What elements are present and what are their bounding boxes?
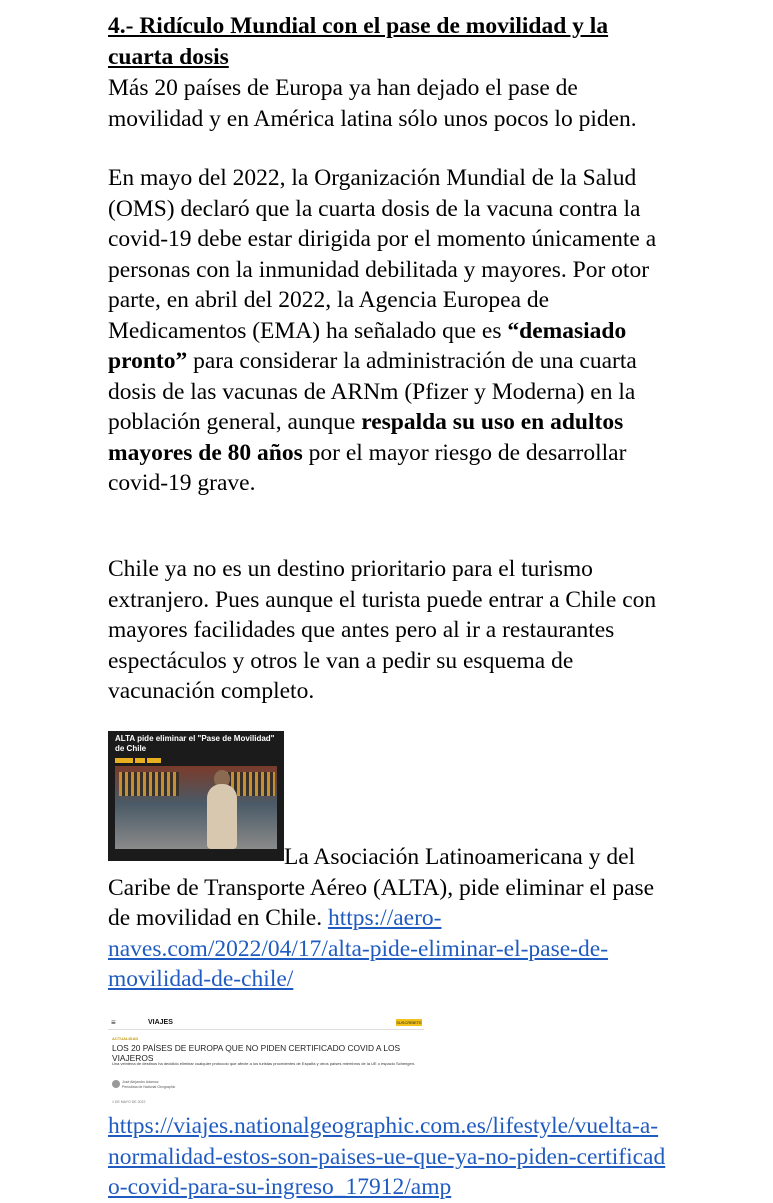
alta-caption (108, 842, 668, 995)
author-role: Periodista de National Geographic (122, 1084, 176, 1089)
paragraph-europe: Más 20 países de Europa ya han dejado el pase de movilidad y en América latina sólo unos pocos lo piden. (108, 75, 637, 132)
paragraph-chile: Chile ya no es un destino prioritario para el turismo extranjero. Pues aunque el turista puede entrar a Chile con mayores facilidades que antes pero al ir a restaurantes espectáculos y otros le van a pedir su esquema de vacunación completo. (108, 556, 657, 704)
natgeo-link[interactable]: https://viajes.nationalgeographic.com.es/lifestyle/vuelta-a-normalidad-estos-son-paises-ue-que-ya-no-piden-certificado-covid-para-su-ingreso_17912/amp (108, 1113, 666, 1200)
author-avatar (112, 1080, 120, 1088)
tag (135, 758, 145, 763)
text: por el mayor riesgo de desarrollar covid-19 grave. (108, 439, 627, 496)
section-heading: 4.- Ridículo Mundial con el pase de movilidad y la cuarta dosis (108, 13, 609, 70)
article-headline: LOS 20 PAÍSES DE EUROPA QUE NO PIDEN CERTIFICADO COVID A LOS VIAJEROS (112, 1043, 401, 1063)
article-author (122, 1080, 175, 1089)
paragraph-oms (108, 163, 668, 499)
airport-photo (115, 766, 277, 849)
article-kicker: ACTUALIDAD (112, 1036, 139, 1041)
thumbnail-title: ALTA pide eliminar el "Pase de Movilidad" de Chile (115, 734, 275, 753)
natgeo-link-block (108, 1111, 668, 1203)
menu-icon: ≡ (111, 1018, 116, 1027)
caption-text: La Asociación Latinoamericana y del Caribe de Transporte Aéreo (ALTA), pide eliminar el pase de movilidad en Chile. (108, 844, 655, 931)
text: para considerar la administración de una cuarta dosis de las vacunas de ARNm (Pfizer y Moderna) en la población general, aunque (108, 348, 637, 435)
article-date: 1 DE MAYO DE 2022 (112, 1100, 146, 1104)
site-logo: VIAJES (148, 1019, 173, 1026)
author-name: José Alejandro Adamuz (122, 1080, 159, 1084)
aero-naves-link[interactable]: https://aero-naves.com/2022/04/17/alta-pide-eliminar-el-pase-de-movilidad-de-chile/ (108, 905, 609, 992)
site-header (108, 1017, 424, 1030)
text: En mayo del 2022, la Organización Mundial de la Salud (OMS) declaró que la cuarta dosis de la vacuna contra la covid-19 debe estar dirigida por el momento únicamente a personas con la inmunidad debilitada y mayores. Por otor parte, en abril del 2022, la Agencia Europea de Medicamentos (EMA) ha señalado que es (108, 165, 657, 344)
subscribe-button: SUSCRÍBETE (396, 1020, 422, 1025)
article-lead: Una veintena de destinos ha decidido eliminar cualquier protocolo que afecte a los turistas procedentes de España y otros países miembros de la UE o espacio Schengen. (112, 1061, 416, 1066)
traveler (207, 784, 237, 849)
bold-text: “demasiado pronto” (108, 317, 627, 374)
tag (147, 758, 161, 763)
departure-board (119, 772, 179, 796)
bold-text: respalda su uso en adultos mayores de 80 años (108, 409, 624, 466)
natgeo-article-screenshot (108, 1017, 424, 1105)
tag (115, 758, 133, 763)
